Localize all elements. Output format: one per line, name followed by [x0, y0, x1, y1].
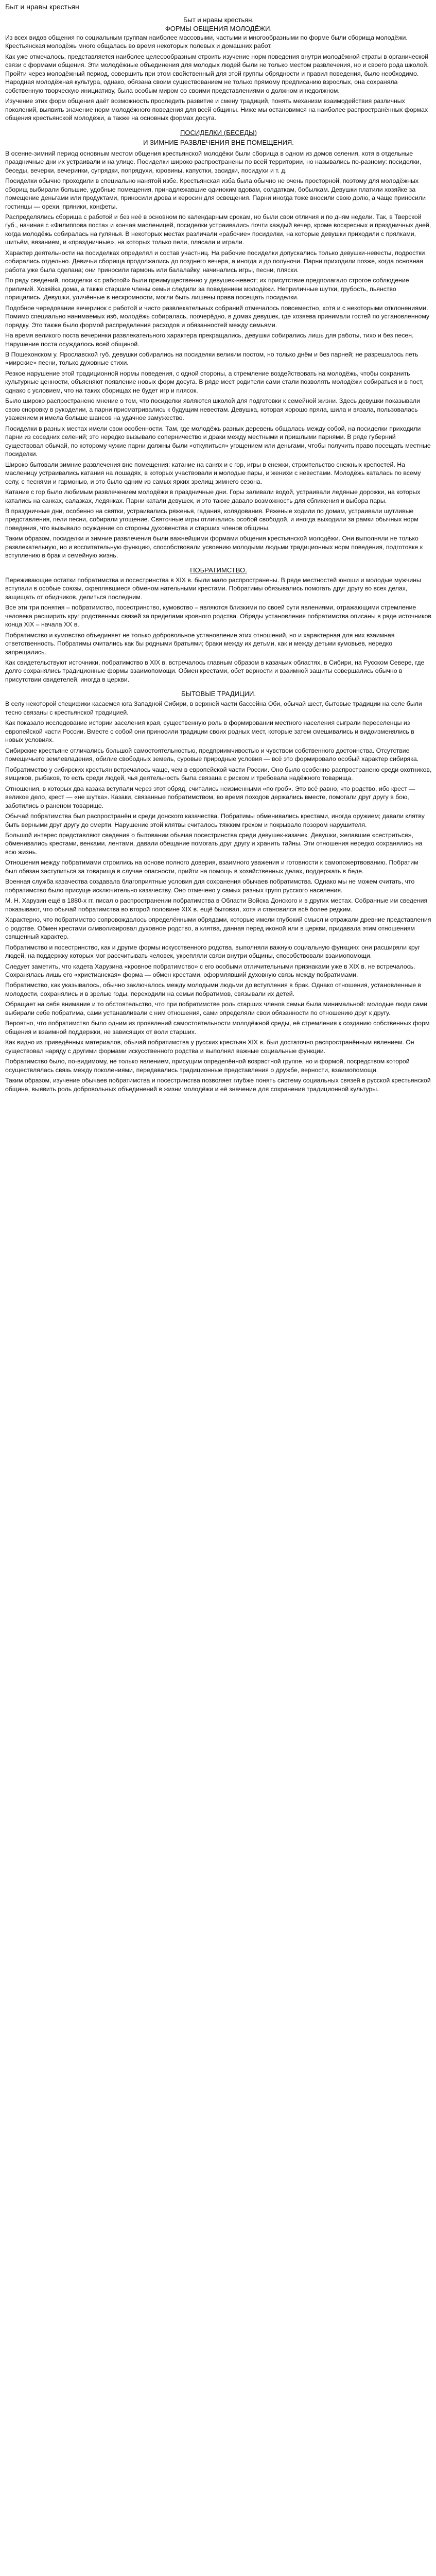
paragraph: Посиделки в разных местах имели свои особенности. Там, где молодёжь разных деревень общалась между собой, на посиделки приходили парни из соседних селений; это нередко вызывало соперничество и драки между местными и пришлыми парнями. В ряде губерний существовал обычай, по которому чужие парни должны были «откупиться» угощением или деньгами, чтобы получить право посещать местные посиделки.: [5, 425, 431, 458]
paragraph: На время великого поста вечеринки развлекательного характера прекращались, девушки собирались лишь для работы, тихо и без песен. Нарушение поста осуждалось всей общиной.: [5, 332, 414, 348]
paragraph: Обычай побратимства был распространён и среди донского казачества. Побратимы обменивались крестами, иногда оружием; давали клятву быть верными друг другу до смерти. Нарушение этой клятвы считалось тяжким грехом и покрывало позором нарушителя.: [5, 812, 425, 828]
paragraph: Побратимство и посестринство, как и другие формы искусственного родства, выполняли важную социальную функцию: они расширяли круг людей, на поддержку которых мог рассчитывать человек, укрепляли связи внутри общины, способствовали взаимопомощи.: [5, 943, 421, 960]
heading-line-2: ФОРМЫ ОБЩЕНИЯ МОЛОДЁЖИ.: [165, 25, 272, 32]
section-posidelki: [5, 149, 432, 560]
paragraph: Как свидетельствуют источники, побратимство в XIX в. встречалось главным образом в казачьих областях, в Сибири, на Русском Севере, где долго сохранялись традиционные формы взаимопомощи. Обмен крестами, обет верности и взаимной защиты совершались обычно в присутствии свидетелей, иногда в церкви.: [5, 659, 425, 683]
paragraph: Резкое нарушение этой традиционной нормы поведения, с одной стороны, а стремление воздействовать на молодёжь, чтобы сохранить культурные ценности, объясняют появление новых форм досуга. В ряде мест родители сами стали позволять молодёжи собираться и в пост, однако с условием, что на таких сборищах не будет игр и плясок.: [5, 369, 424, 394]
paragraph: Отношения, в которых два казака вступали через этот обряд, считались неизменными «по гроб». Это всё равно, что родство, ибо крест — великое дело, крест — «не шутка». Казаки, связанные побратимством, во время походов держались вместе, помогали друг другу в бою, заботились о раненом товарище.: [5, 785, 415, 809]
paragraph: Катание с гор было любимым развлечением молодёжи в праздничные дни. Горы заливали водой, устраивали ледяные дорожки, на которых катались на санках, салазках, ледянках. Парни катали девушек, и это также давало возможность для сближения и выбора пары.: [5, 488, 421, 504]
paragraph: Посиделки обычно проходили в специально нанятой избе. Крестьянская изба была обычно не очень просторной, поэтому для молодёжных сборищ выбирали большие, удобные помещения, принадлежавшие одиноким вдовам, солдаткам, бобылкам. Девушки платили хозяйке за помещение деньгами или продуктами, приносили дрова и керосин для освещения. Парни иногда тоже вносили свою долю, а чаще приносили гостинцы — орехи, пряники, конфеты.: [5, 177, 426, 210]
page-title: Быт и нравы крестьян: [5, 3, 79, 11]
paragraph: В селу некоторой специфики касаемся юга Западной Сибири, в верхней части бассейна Оби, обычай шест, бытовые традиции на селе были тесно связаны с крестьянской традицией.: [5, 700, 422, 716]
paragraph: Как показало исследование истории заселения края, существенную роль в формировании местного населения сыграли переселенцы из европейской части России. Вместе с собой они приносили традиции своих родных мест, которые затем смешивались и видоизменялись в новых условиях.: [5, 719, 414, 744]
paragraph: Обращает на себя внимание и то обстоятельство, что при побратимстве роль старших членов семьи была минимальной: молодые люди сами выбирали себе побратима, сами устанавливали с ним отношения, сами определяли свои обязанности по отношению друг к другу.: [5, 1001, 428, 1016]
paragraph: Было широко распространено мнение о том, что посиделки являются школой для подготовки к семейной жизни. Здесь девушки показывали свою сноровку в рукоделии, а парни присматривались к будущим невестам. Девушка, которая хорошо пряла, шила и вязала, пользовалась уважением и имела больше шансов на удачное замужество.: [5, 397, 420, 422]
paragraph: Характерно, что побратимство сопровождалось определёнными обрядами, которые имели глубокий смысл и отражали древние представления о родстве. Обмен крестами символизировал духовное родство, а клятва, данная перед иконой или в церкви, придавала этим отношениям священный характер.: [5, 916, 431, 941]
paragraph: Подобное чередование вечеринок с работой и чисто развлекательных собраний отмечалось повсеместно, хотя и с некоторыми отклонениями. Помимо специально нанимаемых изб, молодёжь собиралась, поочерёдно, в домах девушек, где хозяева принимали гостей по установленному порядку. Это также было формой распределения расходов и обязанностей между семьями.: [5, 304, 430, 329]
paragraph: Следует заметить, что кадета Харузина «кровное побратимство» с его особыми отличительными признаками уже в XIX в. не встречалось. Сохранялась лишь его «христианская» форма — обмен крестами, оформлявший духовную связь между побратимами.: [5, 962, 415, 978]
paragraph: Побратимство, как указывалось, обычно заключалось между молодыми людьми до вступления в брак. Однако отношения, установленные в молодости, сохранялись и в зрелые годы, переходили на семьи побратимов, связывали их детей.: [5, 981, 422, 997]
paragraph: В праздничные дни, особенно на святки, устраивались ряженья, гадания, колядования. Ряженые ходили по домам, устраивали шутливые представления, пели песни, собирали угощение. Святочные игры отличались особой свободой, и иногда выходили за рамки обычных норм поведения, что вызывало осуждение со стороны духовенства и старших членов общины.: [5, 507, 418, 532]
paragraph: Таким образом, посиделки и зимние развлечения были важнейшими формами общения крестьянской молодёжи. Они выполняли не только развлекательную, но и воспитательную функцию, способствовали усвоению молодыми людьми традиционных норм поведения, подготовке к вступлению в брак и семейную жизнь.: [5, 535, 423, 560]
paragraph: Сибирские крестьяне отличались большой самостоятельностью, предприимчивостью и чувством собственного достоинства. Отсутствие помещичьего землевладения, обилие свободных земель, суровые природные условия — всё это формировало особый характер сибиряка.: [5, 747, 419, 763]
paragraph: Как уже отмечалось, представляется наиболее целесообразным строить изучение норм поведения внутри молодёжной страты в органической связи с формами общения. Эти молодёжные объединения для молодых людей были не только местом развлечения, но и своего рода школой. Пройти через молодёжный период, совершить при этом свойственный для этой группы обрядности и правил поведения, было необходимо. Народная молодёжная культура, однако, обязана своим существованием не только прямому предписанию взрослых, она сохраняла собственную творческую инициативу, была особым миром со своими представлениями о должном и недолжном.: [5, 53, 429, 94]
section-heading-posidelki: ПОСИДЕЛКИ (БЕСЕДЫ): [180, 128, 257, 137]
paragraph: Переживающие остатки побратимства и посестринства в XIX в. были мало распространены. В ряде местностей юноши и молодые мужчины вступали в особые союзы, скреплявшиеся обменом нательными крестами. Побратимы обязывались помогать друг другу во всех делах, защищать от обидчиков, делиться последним.: [5, 576, 421, 601]
paragraph: Вероятно, что побратимство было одним из проявлений самостоятельности молодёжной среды, её стремления к созданию собственных форм общения и взаимной поддержки, не зависящих от воли старших.: [5, 1020, 430, 1036]
section-heading-pobratimstvo: ПОБРАТИМСТВО.: [190, 566, 247, 574]
paragraph: Большой интерес представляют сведения о бытовании обычая посестринства среди девушек-казачек. Девушки, желавшие «сестриться», обменивались крестами, венками, лентами, давали обещание помогать друг другу и хранить тайны. Эти отношения нередко сохранялись на всю жизнь.: [5, 831, 423, 856]
paragraph: Изучение этих форм общения даёт возможность проследить развитие и смену традиций, понять механизм взаимодействия различных поколений, выявить значение норм молодёжного поведения для всей общины. Ниже мы остановимся на наиболее распространённых формах общения крестьянской молодёжи, а также на основных формах досуга.: [5, 97, 428, 122]
paragraph: Побратимство было, по-видимому, не только явлением, присущим определённой возрастной группе, но и формой, посредством которой осуществлялась связь между поколениями, передавались традиционные представления о дружбе, верности, взаимопомощи.: [5, 1058, 410, 1074]
paragraph: Характер деятельности на посиделках определял и состав участниц. На рабочие посиделки допускались только девушки-невесты, подростки собирались отдельно. Девичьи сборища продолжались до позднего вечера, а иногда и до полуночи. Парни приходили позже, когда основная работа уже была сделана; они приносили гармонь или балалайку, начинались игры, песни, пляски.: [5, 249, 425, 274]
paragraph: Военная служба казачества создавала благоприятные условия для сохранения обычаев побратимства. Однако мы не можем считать, что побратимство было присуще исключительно казачеству. Оно отмечено у самых разных групп русского населения.: [5, 878, 415, 894]
paragraph: Побратимство и кумовство объединяет не только добровольное установление этих отношений, но и характерная для них взаимная ответственность. Побратимы считались как бы родными братьями; браки между их детьми, как и между детьми кумовьев, нередко запрещались.: [5, 631, 395, 656]
section-traditions: [5, 700, 432, 1093]
paragraph: Все эти три понятия – побратимство, посестринство, кумовство – являются близкими по своей сути явлениями, отражающими стремление человека расширить круг родственных связей за пределами кровного родства. Обряды установления побратимства описаны в ряде источников конца XIX – начала XX в.: [5, 604, 431, 629]
paragraph: Широко бытовали зимние развлечения вне помещения: катание на санях и с гор, игры в снежки, строительство снежных крепостей. На масленицу устраивались катания на лошадях, в которых участвовали и молодые пары, и женихи с невестами. Молодёжь каталась по всему селу, с песнями и гармонью, и это было одним из самых ярких зрелищ зимнего сезона.: [5, 461, 421, 485]
paragraph: Распределялись сборища с работой и без неё в основном по календарным срокам, но были свои отличия и по дням недели. Так, в Тверской губ., начиная с «Филиппова поста» и кончая масленицей, посиделки устраивались почти каждый вечер, кроме воскресных и праздничных дней, когда молодёжь собиралась на гулянья. В некоторых местах различали «рабочие» посиделки, на которые девушки приходили с прялками, шитьём, вязанием, и «праздничные», на которых только пели, плясали и играли.: [5, 213, 431, 246]
paragraph: Как видно из приведённых материалов, обычай побратимства у русских крестьян XIX в. был достаточно распространённым явлением. Он существовал наряду с другими формами искусственного родства и выполнял важные социальные функции.: [5, 1039, 414, 1055]
section-forms-of-communication: [5, 33, 432, 123]
section-heading-traditions: БЫТОВЫЕ ТРАДИЦИИ.: [181, 690, 256, 698]
paragraph: По ряду сведений, посиделки «с работой» были преимущественно у девушек-невест; их присутствие предполагало строгое соблюдение приличий. Хозяйка дома, а также старшие члены семьи следили за поведением молодёжи. Неприличные шутки, грубость, пьянство порицались. Девушки, уличённые в нескромности, могли быть лишены права посещать посиделки.: [5, 277, 409, 301]
section-pobratimstvo: [5, 576, 432, 684]
paragraph: Таким образом, изучение обычаев побратимства и посестринства позволяет глубже понять систему социальных связей в русской крестьянской общине, выявить роль добровольных объединений в жизни молодёжи и её значение для сохранения традиционной культуры.: [5, 1077, 431, 1093]
heading-line-1: Быт и нравы крестьян.: [183, 16, 254, 24]
paragraph: Побратимство у сибирских крестьян встречалось чаще, чем в европейской части России. Оно было особенно распространено среди охотников, ямщиков, рыбаков, то есть среди людей, чья деятельность была связана с риском и требовала надёжного товарища.: [5, 766, 432, 782]
paragraph: В Пошехонском у. Ярославской губ. девушки собирались на посиделки великим постом, но только днём и без парней; не разрешалось петь «мирские» песни, только духовные стихи.: [5, 351, 418, 367]
paragraph: Отношения между побратимами строились на основе полного доверия, взаимного уважения и готовности к самопожертвованию. Побратим был обязан заступиться за товарища в случае опасности, прийти на помощь в хозяйственных делах, поддержать в беде.: [5, 859, 418, 875]
paragraph: В осенне-зимний период основным местом общения крестьянской молодёжи были сборища в одном из домов селения, хотя в отдельные праздничные дни их устраивали и на улице. Посиделки широко распространены по всей территории, но назывались по-разному: посиделки, беседы, вечерки, вечеринки, супрядки, попрядухи, юровины, капустки, засидки, посидухи и т. д.: [5, 149, 422, 174]
section-subheading-winter: И ЗИМНИЕ РАЗВЛЕЧЕНИЯ ВНЕ ПОМЕЩЕНИЯ.: [143, 138, 294, 146]
paragraph: М. Н. Харузин ещё в 1880-х гг. писал о распространении побратимства в Области Войска Донского и в других местах. Собранные им сведения показывают, что обычай побратимства во второй половине XIX в. ещё бытовал, хотя и становился всё более редким.: [5, 897, 428, 913]
paragraph: Из всех видов общения по социальным группам наиболее массовыми, частыми и многообразными по форме были сборища молодёжи. Крестьянская молодёжь много общалась во время некоторых полевых и домашних работ.: [5, 34, 408, 50]
